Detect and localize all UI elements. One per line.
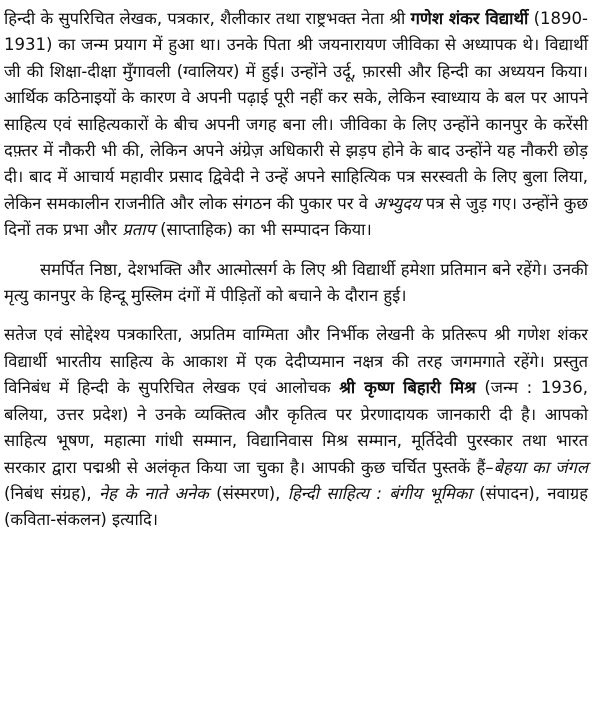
paragraph-monograph-author: [4, 322, 588, 533]
book-title-italic: बेहया का जंगल: [493, 457, 589, 477]
text-segment: (निबंध संग्रह),: [4, 483, 99, 503]
text-segment: (साप्ताहिक) का भी सम्पादन किया।: [154, 220, 372, 240]
author-name-bold: श्री कृष्ण बिहारी मिश्र: [339, 378, 476, 398]
text-segment: (1890-1931) का जन्म प्रयाग में हुआ था। उनके पिता श्री जयनारायण जीविका से अध्यापक थे। विद्यार्थी जी की शिक्षा-दीक्षा मुँगावली (ग्वालियर) में हुई। उन्होंने उर्दू, फ़ारसी और हिन्दी का अध्ययन किया। आर्थिक कठिनाइयों के कारण वे अपनी पढ़ाई पूरी नहीं कर सके, लेकिन स्वाध्याय के बल पर आपने साहित्य एवं साहित्यकारों के बीच अपनी जगह बना ली। जीविका के लिए उन्होंने कानपुर के करेंसी दफ़्तर में नौकरी भी की, लेकिन अपने अंग्रेज़ अधिकारी से झड़प होने के बाद उन्होंने यह नौकरी छोड़ दी। बाद में आचार्य महावीर प्रसाद द्विवेदी ने उन्हें अपने साहित्यिक पत्र सरस्वती के लिए बुला लिया, लेकिन समकालीन राजनीति और लोक संगठन की पुकार पर वे: [4, 9, 588, 213]
text-segment: (संपादन), नवाग्रह (कविता-संकलन) इत्यादि।: [4, 483, 588, 530]
book-title-italic: हिन्दी साहित्य : बंगीय भूमिका: [287, 483, 472, 503]
text-segment: सतेज एवं सोद्देश्य पत्रकारिता, अप्रतिम वाग्मिता और निर्भीक लेखनी के प्रतिरूप श्री गणेश शंकर विद्यार्थी भारतीय साहित्य के आकाश में एक देदीप्यमान नक्षत्र की तरह जगमगाते रहेंगे। प्रस्तुत विनिबंध में हिन्दी के सुपरिचित लेखक एवं आलोचक: [4, 325, 588, 398]
text-segment: (जन्म : 1936, बलिया, उत्तर प्रदेश) ने उनके व्यक्तित्व और कृतित्व पर प्रेरणादायक जानकारी दी है। आपको साहित्य भूषण, महात्मा गांधी सम्मान, विद्यानिवास मिश्र सम्मान, मूर्तिदेवी पुरस्कार तथा भारत सरकार द्वारा पद्मश्री से अलंकृत किया जा चुका है। आपकी कुछ चर्चित पुस्तकें हैं–: [4, 378, 588, 477]
author-name-bold: गणेश शंकर विद्यार्थी: [410, 9, 529, 28]
text-segment: पत्र से जुड़ गए। उन्होंने कुछ दिनों तक प्रभा और: [4, 193, 588, 240]
paragraph-legacy: [4, 257, 588, 310]
text-segment: (संस्मरण),: [208, 483, 288, 503]
publication-title-italic: अभ्युदय: [373, 193, 421, 213]
publication-title-italic: प्रताप: [122, 220, 155, 240]
text-segment: हिन्दी के सुपरिचित लेखक, पत्रकार, शैलीकार तथा राष्ट्रभक्त नेता श्री: [4, 9, 411, 28]
text-segment: समर्पित निष्ठा, देशभक्ति और आत्मोत्सर्ग के लिए श्री विद्यार्थी हमेशा प्रतिमान बने रहेंगे। उनकी मृत्यु कानपुर के हिन्दू मुस्लिम दंगों में पीड़ितों को बचाने के दौरान हुई।: [4, 259, 588, 306]
paragraph-biography: [4, 6, 588, 244]
book-title-italic: नेह के नाते अनेक: [99, 483, 209, 503]
